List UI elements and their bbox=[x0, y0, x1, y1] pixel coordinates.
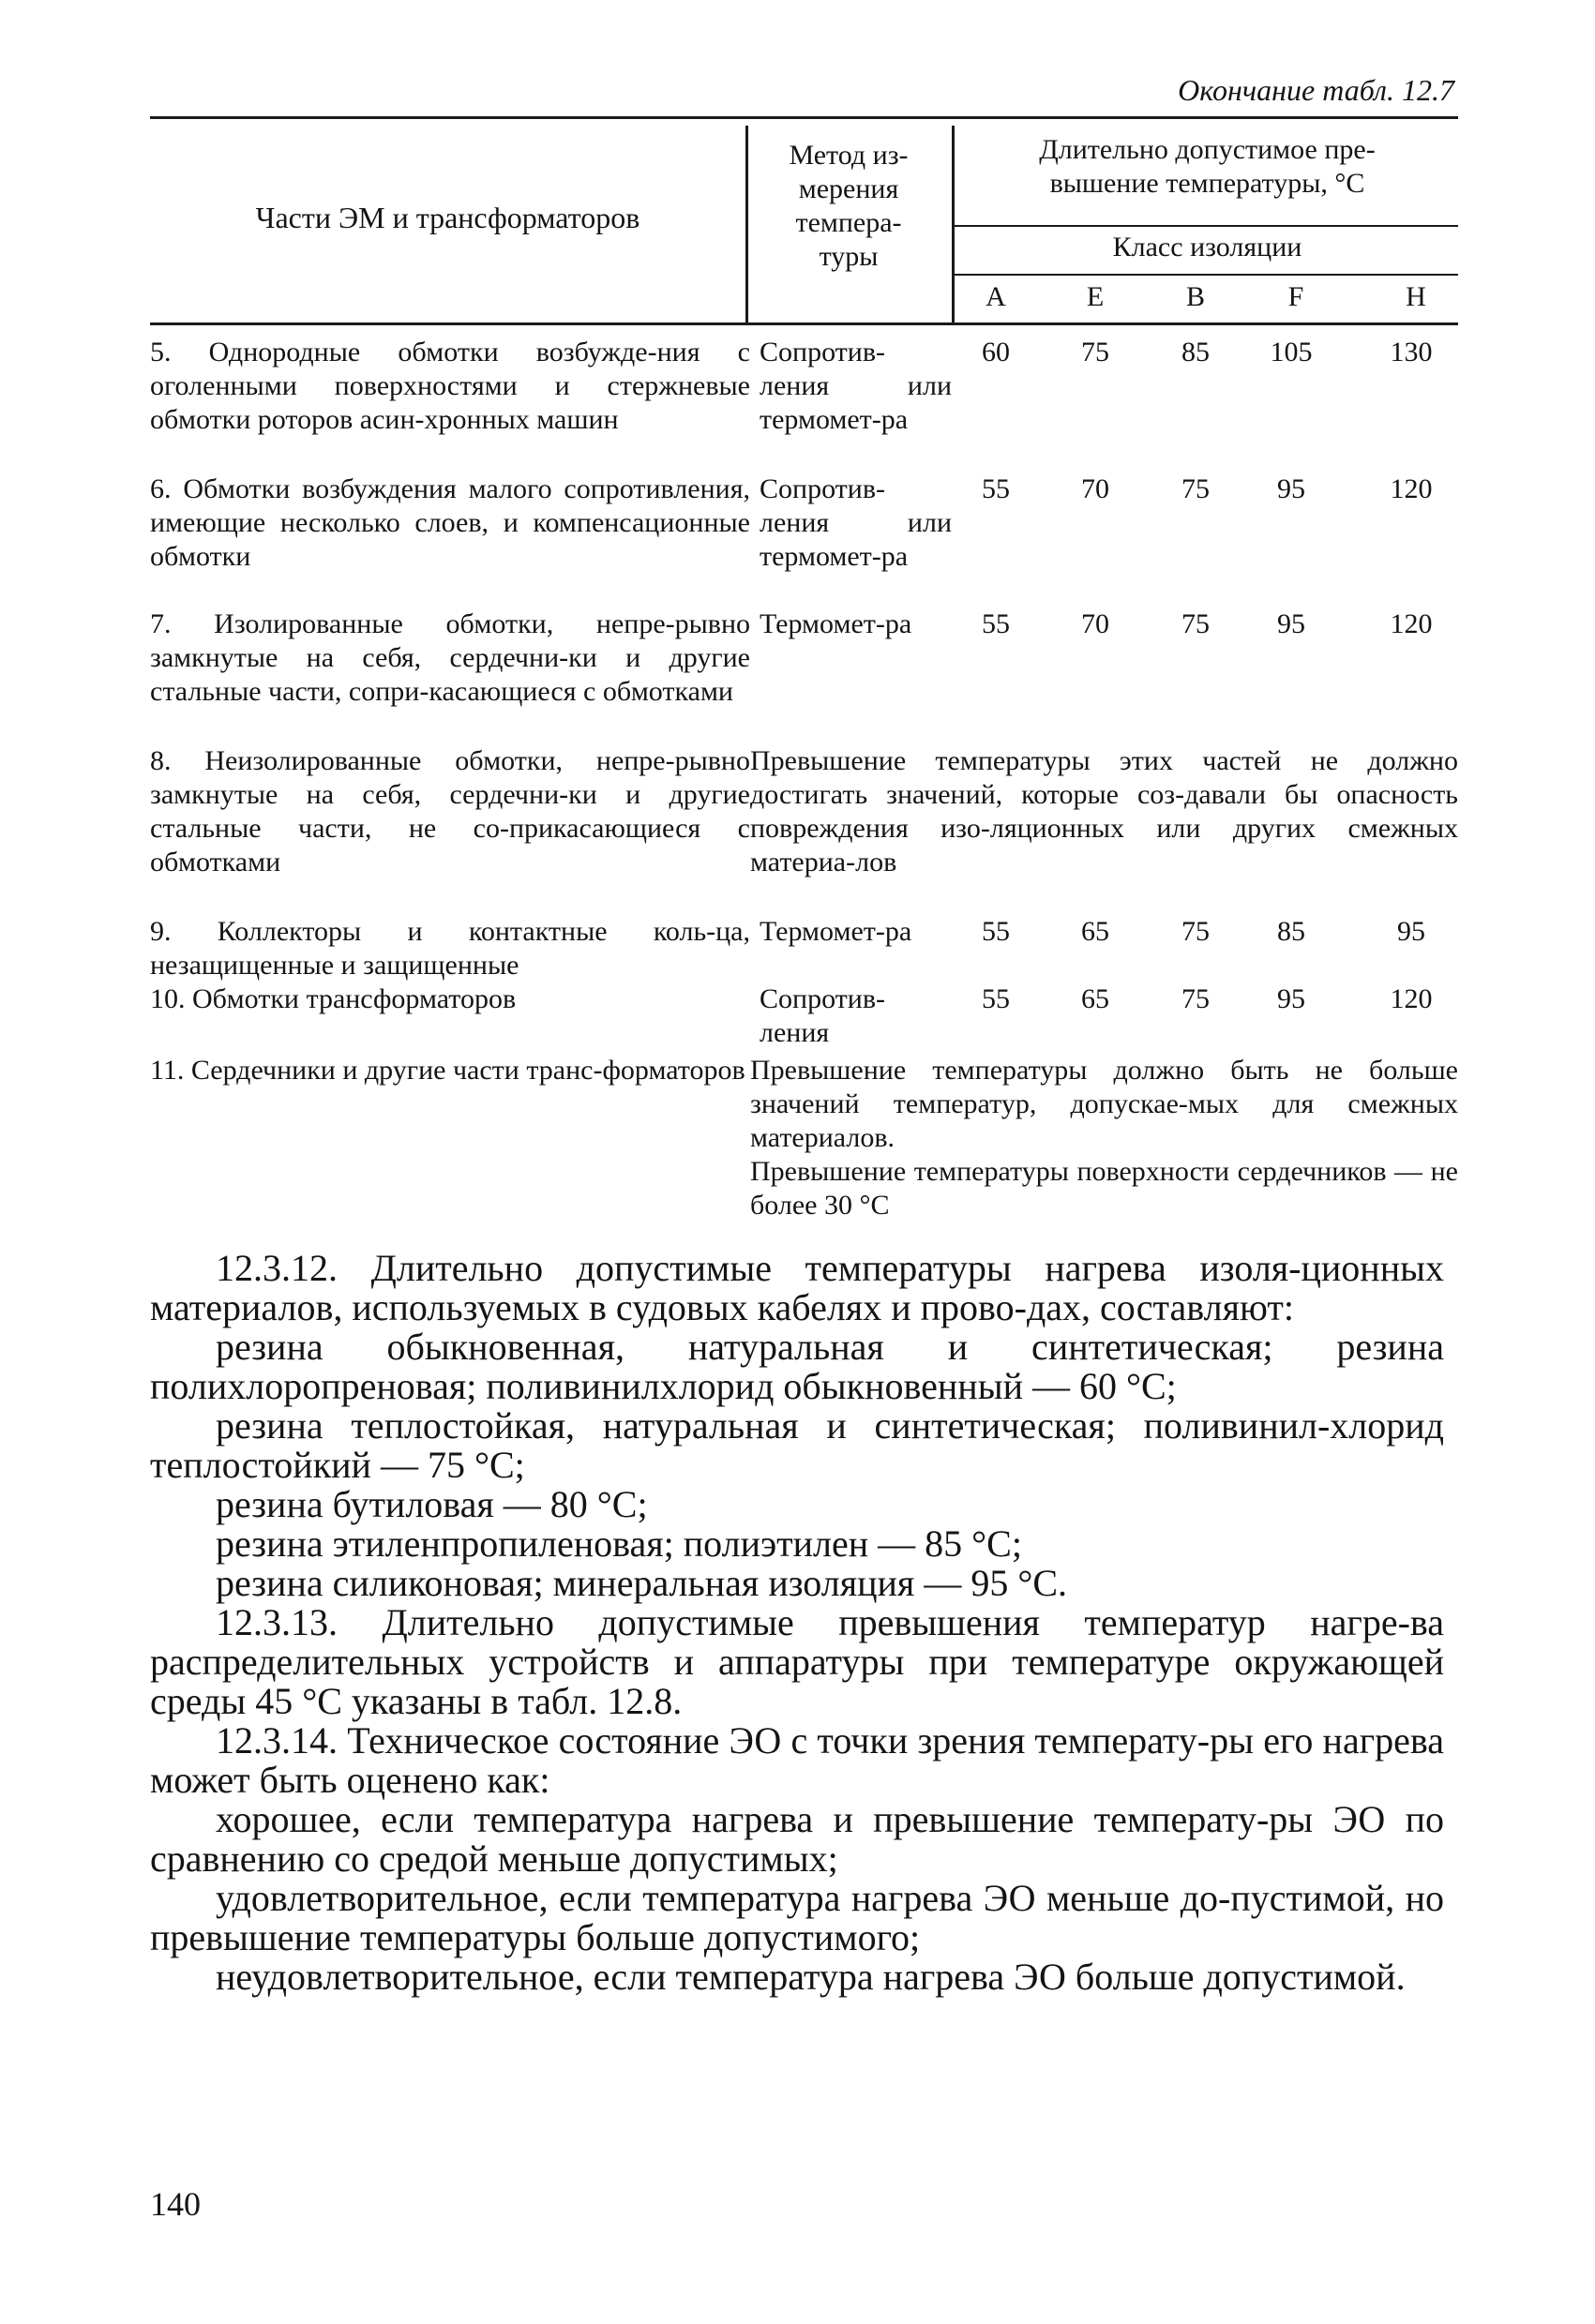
table-row-method: Термомет-ра bbox=[760, 916, 912, 947]
table-row-value: 75 bbox=[1181, 983, 1210, 1014]
table-row-value: 105 bbox=[1270, 337, 1313, 367]
table-row-value: 75 bbox=[1181, 608, 1210, 639]
class-letters-rule bbox=[955, 274, 1458, 276]
table-row-value: 95 bbox=[1277, 983, 1305, 1014]
table-row-method: Сопротив-ления или термомет-ра bbox=[760, 337, 952, 435]
header-permissible-rise bbox=[956, 133, 1458, 201]
class-b-header: В bbox=[1185, 281, 1205, 312]
table-row-value: 70 bbox=[1081, 473, 1109, 504]
table-row-value: 55 bbox=[982, 608, 1010, 639]
header-bottom-rule bbox=[150, 322, 1458, 325]
table-row-value: 120 bbox=[1390, 473, 1433, 504]
paragraph: резина силиконовая; минеральная изоляция — 95 °С. bbox=[216, 1562, 1068, 1604]
class-a-header: А bbox=[986, 281, 1006, 312]
table-row-value: 120 bbox=[1390, 608, 1433, 639]
table-row-value: 75 bbox=[1081, 337, 1109, 367]
header-permissible-line: Длительно допустимое пре- bbox=[1039, 134, 1376, 165]
paragraph: хорошее, если температура нагрева и превышение температу-ры ЭО по сравнению со средой меньше допустимых; bbox=[150, 1798, 1444, 1880]
paragraph: резина обыкновенная, натуральная и синтетическая; резина полихлоропреновая; поливинилхлорид обыкновенный — 60 °С; bbox=[150, 1326, 1444, 1407]
table-row-value: 95 bbox=[1397, 916, 1425, 947]
table-row-method: Сопротив-ления bbox=[760, 983, 885, 1048]
table-row-value: 85 bbox=[1181, 337, 1210, 367]
header-insulation-class: Класс изоляции bbox=[1112, 232, 1302, 262]
paragraph: 12.3.12. Длительно допустимые температуры нагрева изоля-ционных материалов, используемых в судовых кабелях и прово-дах, составляют: bbox=[150, 1247, 1444, 1328]
insulation-class-rule bbox=[955, 225, 1458, 227]
table-row-value: 60 bbox=[982, 337, 1010, 367]
table-row-value: 85 bbox=[1277, 916, 1305, 947]
table-top-rule bbox=[150, 116, 1458, 119]
table-row-value: 95 bbox=[1277, 608, 1305, 639]
table-row-value: 130 bbox=[1390, 337, 1433, 367]
header-method-line: мерения bbox=[798, 173, 899, 204]
table-continuation-label: Окончание табл. 12.7 bbox=[1178, 73, 1454, 107]
table-row-method: Сопротив-ления или термомет-ра bbox=[760, 473, 952, 572]
table-row-value: 120 bbox=[1390, 983, 1433, 1014]
table-row-value: 70 bbox=[1081, 608, 1109, 639]
table-row-value: 75 bbox=[1181, 473, 1210, 504]
table-row-value: 75 bbox=[1181, 916, 1210, 947]
paragraph: 12.3.14. Техническое состояние ЭО с точки зрения температу-ры его нагрева может быть оценено как: bbox=[150, 1719, 1444, 1801]
table-row-value: 55 bbox=[982, 916, 1010, 947]
table-row-value: 65 bbox=[1081, 916, 1109, 947]
header-permissible-line: вышение температуры, °С bbox=[1049, 168, 1365, 199]
paragraph: 12.3.13. Длительно допустимые превышения температур нагре-ва распределительных устройств и аппаратуры при температуре окружающей среды 45 °С указаны в табл. 12.8. bbox=[150, 1601, 1444, 1722]
class-f-header: F bbox=[1287, 281, 1304, 312]
table-row-part: 8. Неизолированные обмотки, непре-рывно замкнутые на себя, сердечни-ки и другие стальные части, не со-прикасающиеся с обмотками bbox=[150, 745, 750, 877]
table-row-value: 95 bbox=[1277, 473, 1305, 504]
table-row-part: 7. Изолированные обмотки, непре-рывно замкнутые на себя, сердечни-ки и другие стальные части, сопри-касающиеся с обмотками bbox=[150, 608, 750, 707]
table-row-method: Термомет-ра bbox=[760, 608, 912, 639]
table-row-part: 6. Обмотки возбуждения малого сопротивления, имеющие несколько слоев, и компенсационные обмотки bbox=[150, 473, 750, 572]
header-method-line: темпера- bbox=[795, 207, 902, 238]
paragraph: резина теплостойкая, натуральная и синтетическая; поливинил-хлорид теплостойкий — 75 °С; bbox=[150, 1404, 1444, 1486]
table-row-part: 11. Сердечники и другие части транс-форматоров bbox=[150, 1055, 745, 1086]
paragraph: неудовлетворительное, если температура нагрева ЭО больше допустимой. bbox=[216, 1956, 1406, 1998]
paragraph: резина этиленпропиленовая; полиэтилен — 85 °С; bbox=[216, 1522, 1022, 1565]
header-method-line: Метод из- bbox=[789, 140, 909, 171]
paragraph: резина бутиловая — 80 °С; bbox=[216, 1483, 648, 1525]
class-e-header: Е bbox=[1086, 281, 1105, 312]
class-h-header: Н bbox=[1406, 281, 1426, 312]
table-row-part: 10. Обмотки трансформаторов bbox=[150, 983, 517, 1014]
header-parts: Части ЭМ и трансформаторов bbox=[255, 201, 640, 234]
header-method-line: туры bbox=[819, 241, 879, 272]
table-row-value: 55 bbox=[982, 983, 1010, 1014]
table-row-part: 9. Коллекторы и контактные коль-ца, незащищенные и защищенные bbox=[150, 916, 750, 981]
table-row-value: 65 bbox=[1081, 983, 1109, 1014]
table-row-note-secondary: Превышение температуры поверхности сердечников — не более 30 °С bbox=[750, 1156, 1458, 1221]
table-row-note: Превышение температуры должно быть не больше значений температур, допускае-мых для смежных материалов. bbox=[750, 1055, 1458, 1153]
header-measurement-method bbox=[750, 139, 947, 274]
paragraph: удовлетворительное, если температура нагрева ЭО меньше до-пустимой, но превышение температуры больше допустимого; bbox=[150, 1877, 1444, 1958]
method-column-left-divider bbox=[745, 126, 748, 322]
page-number: 140 bbox=[150, 2185, 201, 2223]
table-row-note: Превышение температуры этих частей не должно достигать значений, которые соз-давали бы опасность повреждения изо-ляционных или других смежных материа-лов bbox=[750, 745, 1458, 877]
table-row-part: 5. Однородные обмотки возбужде-ния с оголенными поверхностями и стержневые обмотки роторов асин-хронных машин bbox=[150, 337, 750, 435]
body-text bbox=[150, 1249, 1444, 1997]
table-row-value: 55 bbox=[982, 473, 1010, 504]
